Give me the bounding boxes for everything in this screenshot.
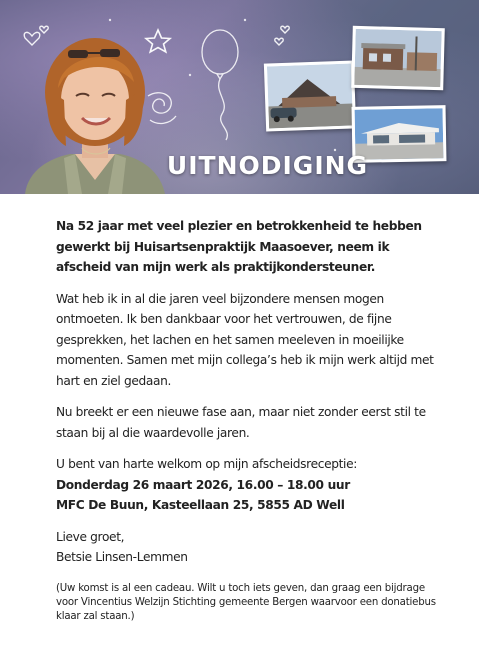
- balloon-icon: [202, 30, 238, 140]
- banner-title: UITNODIGING: [166, 151, 369, 180]
- closing: [56, 527, 436, 568]
- building-photo-2: [351, 26, 445, 90]
- building-photo-1: [264, 60, 356, 131]
- reception-welcome: U bent van harte welkom op mijn afscheidsreceptie:: [56, 457, 357, 471]
- reception-location: MFC De Buun, Kasteellaan 25, 5855 AD Well: [56, 498, 345, 512]
- paragraph-gratitude: Wat heb ik in al die jaren veel bijzondere mensen mogen ontmoeten. Ik ben dankbaar voor het vertrouwen, de fijne gesprekken, het lachen en het samen meeleven in moeilijke momenten. Samen met mijn collega’s heb ik mijn werk altijd met hart en ziel gedaan.: [56, 291, 434, 388]
- intro-paragraph: Na 52 jaar met veel plezier en betrokkenheid te hebben gewerkt bij Huisartsenpraktijk Maasoever, neem ik afscheid van mijn werk als praktijkondersteuner.: [56, 219, 422, 274]
- closing-greeting: Lieve groet,: [56, 529, 125, 544]
- gift-note: (Uw komst is al een cadeau. Wilt u toch iets geven, dan graag een bijdrage voor Vincentius Welzijn Stichting gemeente Bergen waarvoor een donatiebus klaar zal staan.): [56, 582, 436, 622]
- reception-details: [56, 454, 436, 516]
- reception-date-time: Donderdag 26 maart 2026, 16.00 – 18.00 uur: [56, 477, 350, 492]
- header-banner: [0, 0, 479, 194]
- letter-body: [56, 216, 436, 635]
- paragraph-new-phase: Nu breekt er een nieuwe fase aan, maar niet zonder eerst stil te staan bij al die waardevolle jaren.: [56, 405, 426, 440]
- signature: Betsie Linsen-Lemmen: [56, 550, 188, 564]
